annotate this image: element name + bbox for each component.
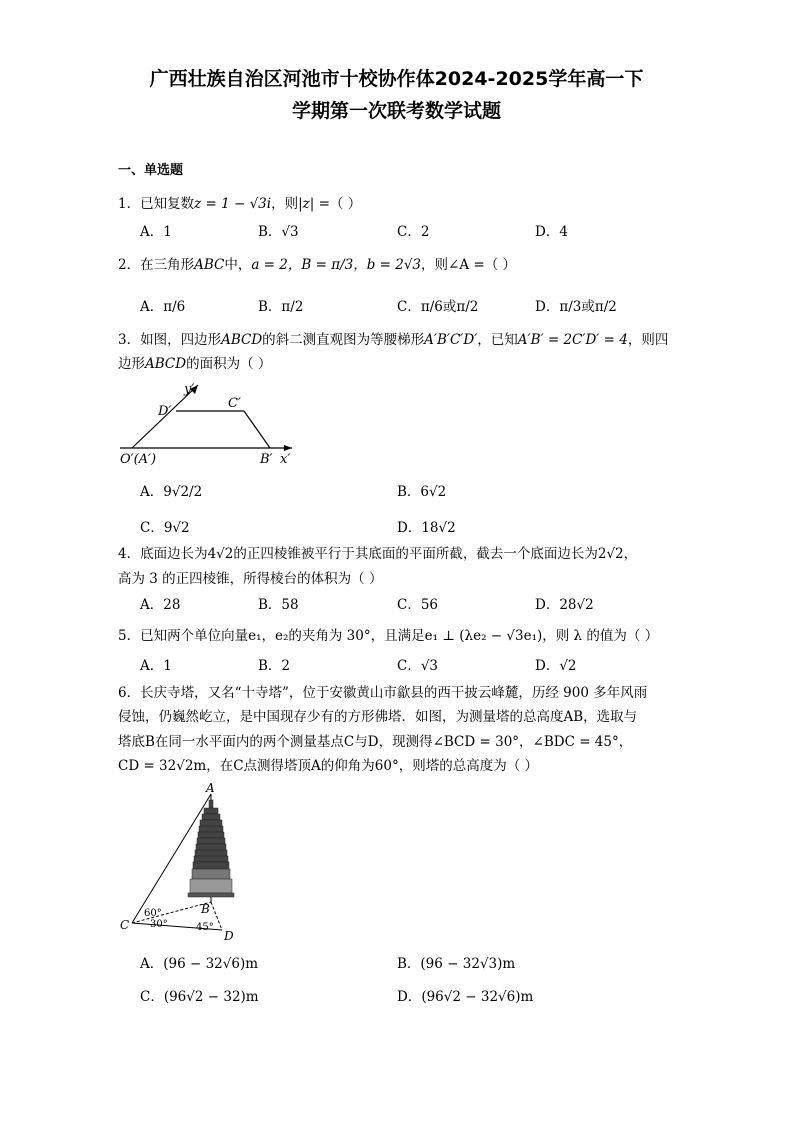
q3-stem: 3．如图，四边形: [118, 332, 222, 348]
question-3-line2: [118, 355, 271, 373]
label-b: B: [201, 902, 210, 916]
q3-option-b[interactable]: B．6√2: [397, 484, 447, 500]
q6-option-b[interactable]: B．(96 − 32√3)m: [397, 956, 516, 972]
q4-option-a[interactable]: A．28: [140, 597, 181, 613]
q2-option-c[interactable]: C．π/6或π/2: [397, 299, 479, 315]
q1-stem-mid: ，则: [271, 196, 299, 212]
section-heading: 一、单选题: [118, 163, 184, 178]
label-angle-45: 45°: [196, 922, 214, 933]
q4-option-c[interactable]: C．56: [397, 597, 439, 613]
q4-option-d[interactable]: D．28√2: [535, 597, 594, 613]
label-angle-30: 30°: [150, 919, 168, 930]
q3-condition: A′B′ = 2C′D′ = 4: [517, 332, 628, 348]
q2-stem: 2．在三角形: [118, 257, 195, 273]
q2-stem-mid: 中，: [224, 257, 252, 273]
q4-option-b[interactable]: B．58: [258, 597, 299, 613]
label-d-prime: D′: [158, 404, 172, 419]
q1-option-b[interactable]: B．√3: [258, 224, 299, 240]
q2-triangle: ABC: [194, 257, 225, 273]
question-5: 5．已知两个单位向量e₁，e₂的夹角为 30°，且满足e₁ ⊥ (λe₂ − √3e₁)，则 λ 的值为（ ）: [118, 628, 659, 644]
q5-option-a[interactable]: A．1: [140, 658, 172, 674]
q1-expression: z = 1 − √3i: [194, 196, 272, 212]
q2-conditions: a = 2，B = π/3，b = 2√3: [251, 257, 422, 273]
pagoda-illustration: [188, 800, 234, 897]
question-6-line4: CD = 32√2m，在C点测得塔顶A的仰角为60°，则塔的总高度为（ ）: [118, 758, 539, 774]
question-6-line1: 6．长庆寺塔，又名“十寺塔”，位于安徽黄山市歙县的西干披云峰麓，历经 900 多年风雨: [118, 685, 648, 701]
q3-option-d[interactable]: D．18√2: [397, 520, 456, 536]
q5-option-b[interactable]: B．2: [258, 658, 291, 674]
q3-stem-d: ，则四: [627, 332, 669, 348]
q3-quadrilateral-2: ABCD: [145, 356, 187, 372]
q5-option-c[interactable]: C．√3: [397, 658, 439, 674]
question-4-line2: 高为 3 的正四棱锥，所得棱台的体积为（ ）: [118, 571, 383, 587]
q3-quadrilateral: ABCD: [221, 332, 263, 348]
q3-stem-f: 的面积为（ ）: [186, 356, 272, 372]
q3-option-c[interactable]: C．9√2: [140, 520, 190, 536]
q1-option-c[interactable]: C．2: [397, 224, 430, 240]
trapezoid-right: [244, 411, 270, 448]
label-c: C: [120, 918, 130, 932]
question-4-line1: 4．底面边长为4√2的正四棱锥被平行于其底面的平面所截，截去一个底面边长为2√2，: [118, 546, 638, 562]
q6-option-d[interactable]: D．(96√2 − 32√6)m: [397, 989, 534, 1005]
label-x-prime: x′: [280, 452, 291, 467]
q3-option-a[interactable]: A．9√2/2: [140, 484, 203, 500]
page-title-line1: 广西壮族自治区河池市十校协作体2024-2025学年高一下: [149, 68, 644, 90]
label-d: D: [224, 929, 234, 943]
question-6-line3: 塔底B在同一水平面内的两个测量基点C与D，现测得∠BCD = 30°，∠BDC = 45°，: [118, 734, 633, 750]
label-y-prime: y′: [184, 382, 195, 397]
label-c-prime: C′: [228, 396, 241, 411]
x-axis-arrow: [284, 445, 292, 451]
q3-stem-c: ，已知: [477, 332, 518, 348]
label-a: A: [206, 781, 215, 795]
q2-option-d[interactable]: D．π/3或π/2: [535, 299, 617, 315]
label-b-prime: B′: [260, 452, 273, 467]
q3-trapezoid: A′B′C′D′: [424, 332, 478, 348]
q3-stem-e: 边形: [118, 356, 145, 372]
question-1: [118, 195, 361, 213]
q6-option-a[interactable]: A．(96 − 32√6)m: [140, 956, 259, 972]
q3-oblique-figure: [112, 375, 302, 470]
question-2: [118, 256, 516, 274]
question-6-line2: 侵蚀，仍巍然屹立，是中国现存少有的方形佛塔．如图，为测量塔的总高度AB，选取与: [118, 709, 638, 725]
q1-stem-end: （ ）: [329, 196, 362, 212]
q2-option-a[interactable]: A．π/6: [140, 299, 186, 315]
q2-option-b[interactable]: B．π/2: [258, 299, 304, 315]
q1-stem: 1．已知复数: [118, 196, 195, 212]
label-origin: O′(A′): [120, 452, 157, 467]
q2-stem-end: ，则∠A =（ ）: [421, 257, 516, 273]
page-title-line2: 学期第一次联考数学试题: [291, 100, 501, 122]
q1-option-a[interactable]: A．1: [140, 224, 172, 240]
q6-option-c[interactable]: C．(96√2 − 32)m: [140, 989, 259, 1005]
label-angle-60: 60°: [144, 908, 162, 919]
q5-option-d[interactable]: D．√2: [535, 658, 577, 674]
question-3-line1: [118, 331, 668, 349]
q1-abs: |z| =: [298, 196, 330, 212]
q3-stem-b: 的斜二测直观图为等腰梯形: [262, 332, 425, 348]
q6-pagoda-figure: [118, 780, 248, 945]
q1-option-d[interactable]: D．4: [535, 224, 568, 240]
